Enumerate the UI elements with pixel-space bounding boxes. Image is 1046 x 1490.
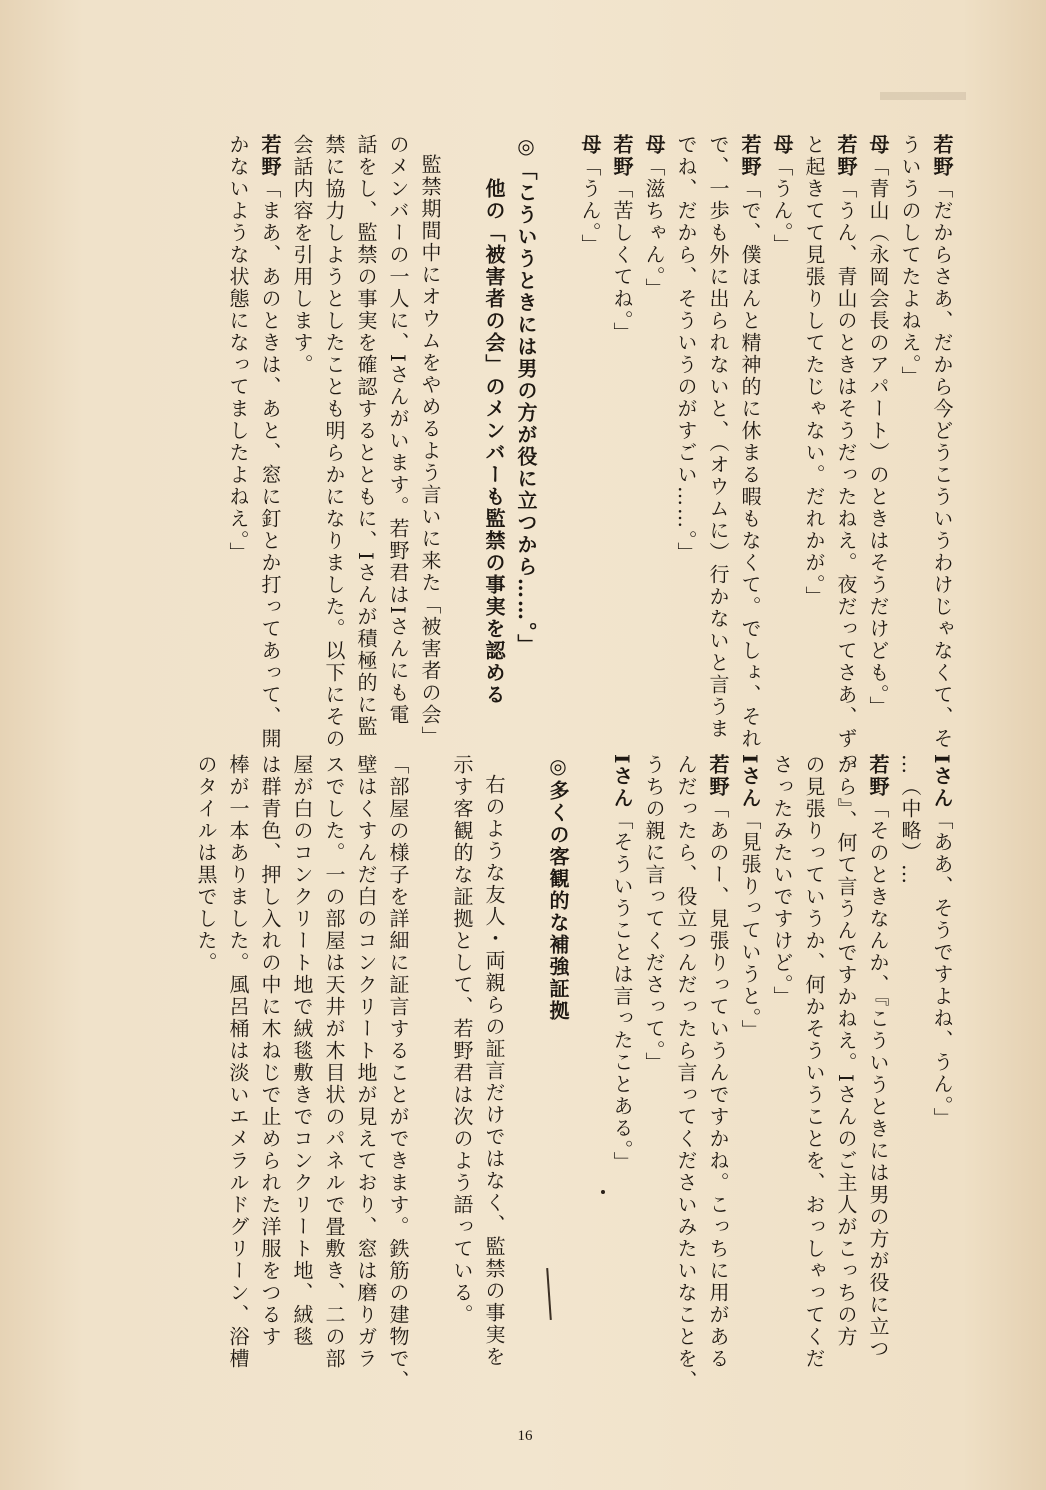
dialogue-line xyxy=(894,134,926,734)
dialogue-line xyxy=(734,754,766,1314)
dialogue-text: 「あのー、見張りっていうんですかね。こっちに用がある xyxy=(706,798,730,1370)
speaker-label: Iさん xyxy=(738,754,762,810)
body-line: 示す客観的な証拠として、若野君は次のよう語っている。 xyxy=(450,754,474,1326)
dialogue-text: 「そういうことは言ったことある。」 xyxy=(610,809,634,1174)
dialogue-text: さったみたいですけど。」 xyxy=(770,754,794,1008)
dialogue-text: 「ああ、そうですよね、うん。」 xyxy=(930,809,954,1130)
body-line: 会話内容を引用します。 xyxy=(290,134,314,376)
speaker-label: Iさん xyxy=(930,754,954,810)
section-subheading: 他の「被害者の会」のメンバーも監禁の事実を認める xyxy=(482,178,506,706)
section-heading: ◎多くの客観的な補強証拠 xyxy=(546,754,570,1022)
spacer xyxy=(574,754,606,1314)
dialogue-line xyxy=(926,754,958,1314)
dialogue-text: 「だからさあ、だから今どうこういうわけじゃなくて、そ xyxy=(930,178,954,750)
speaker-label: 若野 xyxy=(834,134,858,178)
dialogue-text: と起きてて見張りしてたじゃない。だれかが。」 xyxy=(802,134,826,608)
spacer xyxy=(446,134,478,734)
quote-line: 棒が一本ありました。風呂桶は淡いエメラルドグリーン、浴槽 xyxy=(226,754,250,1370)
dialogue-line xyxy=(222,134,254,734)
dialogue-text: 「うん。」 xyxy=(770,156,794,256)
body-line: 監禁期間中にオウムをやめるよう言いに来た「被害者の会」 xyxy=(418,154,442,748)
dialogue-line xyxy=(766,754,798,1314)
dialogue-line xyxy=(638,754,670,1314)
speaker-label: 母 xyxy=(866,134,890,156)
dialogue-line xyxy=(702,754,734,1370)
body-line: 右のような友人・両親らの証言だけではなく、監禁の事実を xyxy=(482,774,506,1368)
dialogue-text: 「そのときなんか、『こういうときには男の方が役に立つ xyxy=(866,798,890,1360)
dialogue-line xyxy=(606,754,638,1314)
speaker-label: 若野 xyxy=(866,754,890,798)
body-line: 禁に協力しようとしたことも明らかになりました。以下にその xyxy=(322,134,346,750)
spacer xyxy=(542,134,574,734)
body-line: 話をし、監禁の事実を確認するとともに、Iさんが積極的に監 xyxy=(354,134,378,738)
speaker-label: 母 xyxy=(770,134,794,156)
dialogue-text: でね、だから、そういうのがすごい……。」 xyxy=(674,134,698,564)
quote-line: スでした。一の部屋は天井が木目状のパネルで畳敷き、二の部 xyxy=(322,754,346,1370)
dialogue-line xyxy=(862,134,894,734)
speaker-label: 若野 xyxy=(930,134,954,178)
dialogue-line xyxy=(830,134,862,772)
dialogue-text: ういうのしてたよねえ。」 xyxy=(898,134,922,388)
dialogue-line xyxy=(670,754,702,1392)
dialogue-text: 「まあ、あのときは、あと、窓に釘とか打ってあって、開 xyxy=(258,178,282,750)
dialogue-line xyxy=(254,134,286,750)
upper-text-block xyxy=(108,134,958,772)
quote-line: 壁はくすんだ白のコンクリート地が見えており、窓は磨りガラ xyxy=(354,754,378,1370)
dialogue-text: で、一歩も外に出られないと、（オウムに）行かないと言うま xyxy=(706,134,730,740)
dialogue-text: 「滋ちゃん。」 xyxy=(642,156,666,300)
speaker-label: Iさん xyxy=(610,754,634,810)
spacer xyxy=(510,754,542,1314)
dialogue-line xyxy=(606,134,638,734)
section-heading: ◎「こういうときには男の方が役に立つから……。」 xyxy=(514,134,538,656)
dialogue-line xyxy=(702,134,734,740)
quote-line: 屋が白のコンクリート地で絨毯敷きでコンクリート地、絨毯 xyxy=(290,754,314,1348)
dialogue-text: 「うん、青山のときはそうだったねえ。夜だってさあ、ずっ xyxy=(834,178,858,772)
dialogue-text: 「苦しくてね。」 xyxy=(610,178,634,344)
dialogue-line xyxy=(798,754,830,1370)
dialogue-text: の見張りっていうか、何かそういうことを、おっしゃってくだ xyxy=(802,754,826,1370)
dialogue-text: 「青山（永岡会長のアパート）のときはそうだけども。」 xyxy=(866,156,890,718)
quote-line: 「部屋の様子を詳細に証言することができます。鉄筋の建物で、 xyxy=(386,754,410,1392)
dialogue-line xyxy=(798,134,830,734)
dialogue-line xyxy=(574,134,606,734)
speaker-label: 若野 xyxy=(258,134,282,178)
page-number: 16 xyxy=(517,1428,533,1444)
dialogue-text: から』、何て言うんですかねえ。Iさんのご主人がこっちの方 xyxy=(834,754,858,1348)
speaker-label: 母 xyxy=(642,134,666,156)
speaker-label: 母 xyxy=(578,134,602,156)
lower-text-block xyxy=(108,754,958,1392)
dialogue-line xyxy=(926,134,958,750)
dialogue-text: …（中略）… xyxy=(898,754,922,886)
faint-running-header xyxy=(880,92,966,100)
speaker-label: 若野 xyxy=(610,134,634,178)
quote-line: は群青色、押し入れの中に木ねじで止められた洋服をつるす xyxy=(258,754,282,1348)
dialogue-text: かないような状態になってましたよねえ。」 xyxy=(226,134,250,564)
dialogue-text: 「うん。」 xyxy=(578,156,602,256)
speaker-label: 若野 xyxy=(706,754,730,798)
dialogue-text: 「見張りっていうと。」 xyxy=(738,809,762,1042)
dialogue-line xyxy=(862,754,894,1360)
dialogue-text: うちの親に言ってくださって。」 xyxy=(642,754,666,1074)
dialogue-line xyxy=(670,134,702,734)
quote-line: のタイルは黒でした。 xyxy=(194,754,218,974)
body-line: のメンバーの一人に、Iさんがいます。若野君はIさんにも電 xyxy=(386,134,410,726)
dialogue-text: んだったら、役立つんだったら言ってくださいみたいなことを、 xyxy=(674,754,698,1392)
speaker-label: 若野 xyxy=(738,134,762,178)
dialogue-line xyxy=(830,754,862,1348)
dialogue-line xyxy=(766,134,798,734)
dialogue-line xyxy=(734,134,766,750)
ink-dot xyxy=(601,1190,605,1194)
dialogue-text: 「で、僕ほんと精神的に休まる暇もなくて。でしょ、それ xyxy=(738,178,762,750)
spacer xyxy=(414,754,446,1314)
dialogue-line xyxy=(638,134,670,734)
ellipsis-line xyxy=(894,754,926,1314)
